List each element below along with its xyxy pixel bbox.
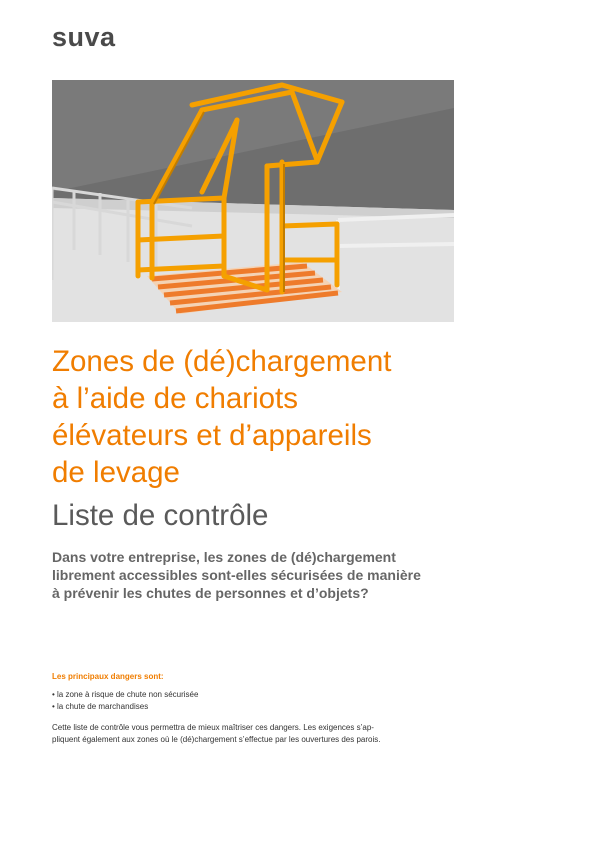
hero-illustration <box>52 80 454 322</box>
document-title <box>52 343 552 491</box>
title-line: à l’aide de chariots <box>52 382 298 415</box>
note-line: Cette liste de contrôle vous permettra de mieux maîtriser ces dangers. Les exigences s’ap- <box>52 723 374 732</box>
suva-logo: suva <box>52 22 116 52</box>
dangers-heading: Les principaux dangers sont: <box>52 672 164 681</box>
note-line: pliquent également aux zones où le (dé)chargement s’effectue par les ouvertures des parois. <box>52 735 381 744</box>
checklist-note <box>52 722 472 746</box>
title-line: de levage <box>52 456 180 489</box>
title-line: Zones de (dé)chargement <box>52 345 392 378</box>
dangers-list <box>52 689 198 713</box>
intro-line: Dans votre entreprise, les zones de (dé)chargement <box>52 549 396 565</box>
danger-item: • la zone à risque de chute non sécurisée <box>52 689 198 701</box>
danger-item: • la chute de marchandises <box>52 701 198 713</box>
title-line: élévateurs et d’appareils <box>52 419 372 452</box>
intro-line: librement accessibles sont-elles sécurisées de manière <box>52 567 421 583</box>
intro-question <box>52 548 492 602</box>
document-subtitle: Liste de contrôle <box>52 499 269 532</box>
intro-line: à prévenir les chutes de personnes et d’objets? <box>52 585 369 601</box>
